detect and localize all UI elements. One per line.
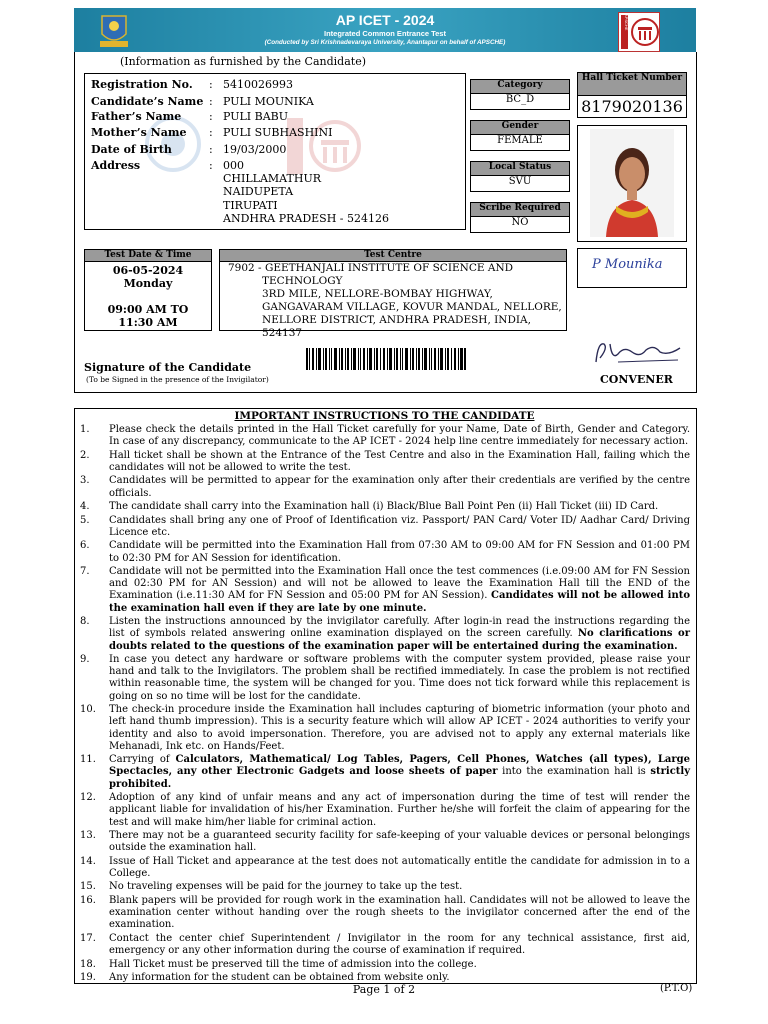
value-mother-name: PULI SUBHASHINI xyxy=(223,126,333,139)
hall-ticket-number: 8179020136 xyxy=(577,95,687,118)
address-line: ANDHRA PRADESH - 524126 xyxy=(223,211,390,225)
barcode xyxy=(306,348,466,370)
address-line: CHILLAMATHUR xyxy=(223,172,321,186)
test-centre-line: TECHNOLOGY xyxy=(262,275,343,287)
item-number: 1. xyxy=(80,424,90,435)
convener-label: CONVENER xyxy=(600,373,673,386)
list-item xyxy=(80,424,690,448)
item-text: In case you detect any hardware or software problems with the computer system provided, please raise your hand and talk to the Invigilators. The problem shall be rectified immediately. In case the problem is not rectified within reasonable time, the system will be changed for you. Time does not tick forward while this replacement is going on so no time will be lost for the candidate. xyxy=(109,654,690,702)
category-label: Category xyxy=(470,79,570,94)
page-number: Page 1 of 2 xyxy=(352,983,416,996)
item-text: Candidates will be permitted to appear for the examination only after their credentials are verified by the centre officials. xyxy=(109,475,690,499)
test-date-box xyxy=(84,261,212,331)
list-item xyxy=(80,515,690,539)
test-date-label: Test Date & Time xyxy=(84,249,212,262)
item-text-part: Candidate will not be permitted into the Examination Hall once the test commences (i.e.09:00 AM for FN Session and 02:30 PM for AN Session) and will not be allowed to leave the Examination Hall till the END of the Examination (i.e.11:30 AM for FN Session and 05:00 PM for AN Session). xyxy=(109,566,690,602)
list-item xyxy=(80,540,690,564)
list-item xyxy=(80,933,690,957)
label-mother-name: Mother’s Name xyxy=(91,126,187,139)
candidate-signature: P Mounika xyxy=(592,257,663,272)
apsche-logo xyxy=(618,12,660,52)
item-number: 13. xyxy=(80,830,96,842)
hall-ticket-label: Hall Ticket Number xyxy=(577,72,687,96)
list-item xyxy=(80,475,690,499)
colon: : xyxy=(209,143,213,156)
list-item xyxy=(80,881,690,893)
item-text-bold: No clarifications or doubts related to the questions of the examination paper will be entertained during the examination. xyxy=(109,628,690,652)
item-number: 6. xyxy=(80,540,90,552)
conducted-by: (Conducted by Sri Krishnadevaraya University, Anantapur on behalf of APSCHE) xyxy=(264,39,506,46)
item-number: 14. xyxy=(80,855,96,867)
item-text: The candidate shall carry into the Examination hall (i) Black/Blue Ball Point Pen (ii) Hall Ticket (iii) ID Card. xyxy=(109,501,659,513)
item-number: 5. xyxy=(80,514,90,526)
test-centre-line: NELLORE DISTRICT, ANDHRA PRADESH, INDIA, 524137 xyxy=(262,314,531,339)
address-line: TIRUPATI xyxy=(223,198,278,212)
list-item xyxy=(80,959,690,971)
item-text: Candidate will be permitted into the Examination Hall from 07:30 AM to 09:00 AM for FN Session and 01:00 PM to 02:30 PM for AN Session for identification. xyxy=(109,540,690,564)
item-number: 17. xyxy=(80,932,96,944)
item-text: Hall ticket shall be shown at the Entrance of the Test Centre and also in the Examination Hall, failing which the candidates will not be allowed to write the test. xyxy=(109,449,690,473)
label-candidate-name: Candidate’s Name xyxy=(91,95,204,108)
colon: : xyxy=(209,110,213,123)
scribe-value: NO xyxy=(470,216,570,233)
exam-subtitle: Integrated Common Entrance Test xyxy=(324,29,446,38)
value-candidate-name: PULI MOUNIKA xyxy=(223,95,314,108)
gender-label: Gender xyxy=(470,120,570,135)
gender-value: FEMALE xyxy=(470,134,570,151)
local-status-label: Local Status xyxy=(470,161,570,176)
item-text xyxy=(109,566,690,615)
list-item xyxy=(80,856,690,880)
label-father-name: Father’s Name xyxy=(91,110,182,123)
item-text-bold: Candidates will not be allowed into the examination hall even if they are late by one minute. xyxy=(109,590,691,614)
value-registration-no: 5410026993 xyxy=(223,78,293,91)
info-note: (Information as furnished by the Candidate) xyxy=(120,55,367,68)
exam-title: AP ICET - 2024 xyxy=(335,12,435,28)
candidate-signature-label: Signature of the Candidate xyxy=(84,361,252,374)
candidate-signature-note: (To be Signed in the presence of the Invigilator) xyxy=(86,375,269,384)
item-text-bold: Calculators, Mathematical/ Log Tables, Pagers, Cell Phones, Watches (all types), Large Spectacles, any other Electronic Gadgets and loose sheets of paper xyxy=(109,754,690,778)
test-centre-line: GANGAVARAM VILLAGE, KOVUR MANDAL, NELLORE, xyxy=(262,301,562,313)
scribe-label: Scribe Required xyxy=(470,202,570,217)
colon: : xyxy=(209,95,213,108)
item-text: Please check the details printed in the Hall Ticket carefully for your Name, Date of Birth, Gender and Category. In case of any discrepancy, communicate to the AP ICET - 2024 help line centre immediately for necessary action. xyxy=(109,424,690,448)
list-item xyxy=(80,704,690,753)
test-day: Monday xyxy=(123,277,173,290)
list-item xyxy=(80,654,690,703)
item-text-part: Carrying of xyxy=(109,754,170,766)
item-number: 2. xyxy=(80,449,90,461)
item-text: The check-in procedure inside the Examination hall includes capturing of biometric information (your photo and left hand thumb impression). This is a security feature which will allow AP ICET - 2024 authorities to verify your identity and also to avoid impersonation. Therefore, you are advised not to apply any external materials like Mehanadi, Ink etc. on Hands/Feet. xyxy=(109,704,690,752)
pto-label: (P.T.O) xyxy=(660,983,693,994)
colon: : xyxy=(209,159,213,172)
list-item xyxy=(80,501,690,513)
item-number: 11. xyxy=(80,754,96,766)
item-text: Any information for the student can be obtained from website only. xyxy=(109,972,450,984)
test-date: 06-05-2024 xyxy=(112,264,184,277)
colon: : xyxy=(209,78,213,91)
item-number: 19. xyxy=(80,972,96,984)
candidate-details-box xyxy=(84,73,466,230)
item-text: Issue of Hall Ticket and appearance at the test does not automatically entitle the candidate for admission in to a College. xyxy=(109,855,690,879)
list-item xyxy=(80,566,690,615)
item-number: 9. xyxy=(80,654,90,666)
colon: : xyxy=(209,126,213,139)
category-value: BC_D xyxy=(470,93,570,110)
item-number: 18. xyxy=(80,958,96,970)
item-text: Adoption of any kind of unfair means and any act of impersonation during the time of test will render the applicant liable for invalidation of his/her Examination. Further he/she will forfeit the claim of appearing for the test and will make him/her liable for criminal action. xyxy=(109,792,690,828)
item-number: 3. xyxy=(80,475,90,487)
test-centre-line: 3RD MILE, NELLORE-BOMBAY HIGHWAY, xyxy=(262,288,493,300)
candidate-photo xyxy=(577,125,687,242)
candidate-signature-box xyxy=(577,248,687,288)
label-date-of-birth: Date of Birth xyxy=(91,143,172,156)
local-status-value: SVU xyxy=(470,175,570,192)
item-number: 7. xyxy=(80,566,90,578)
item-number: 16. xyxy=(80,894,96,906)
test-centre-label: Test Centre xyxy=(219,249,567,262)
instructions-list xyxy=(80,424,690,986)
list-item xyxy=(80,616,690,653)
item-text-part: into the examination hall is xyxy=(502,766,646,778)
header-banner xyxy=(74,8,696,52)
label-address: Address xyxy=(91,159,141,172)
item-text: Hall Ticket must be preserved till the time of admission into the college. xyxy=(109,958,477,970)
list-item xyxy=(80,754,690,791)
test-centre-box xyxy=(219,261,567,339)
label-registration-no: Registration No. xyxy=(91,78,193,91)
item-number: 4. xyxy=(80,501,90,513)
test-time: 09:00 AM TO 11:30 AM xyxy=(107,303,189,329)
item-number: 8. xyxy=(80,616,90,628)
item-text: Contact the center chief Superintendent / Invigilator in the room for any technical assistance, first aid, emergency or any other information during the course of examination if required. xyxy=(109,932,690,957)
item-number: 15. xyxy=(80,881,96,893)
list-item xyxy=(80,792,690,829)
item-text xyxy=(109,754,690,791)
list-item xyxy=(80,450,690,474)
apsche-logo-text: APSCHE xyxy=(624,14,629,31)
list-item xyxy=(80,895,690,932)
value-address xyxy=(223,159,389,225)
item-number: 10. xyxy=(80,704,96,716)
convener-signature xyxy=(588,336,686,372)
item-text xyxy=(109,616,690,653)
address-line: NAIDUPETA xyxy=(223,185,294,199)
university-logo xyxy=(96,12,132,50)
item-text: Candidates shall bring any one of Proof of Identification viz. Passport/ PAN Card/ Voter ID/ Aadhar Card/ Driving Licence etc. xyxy=(109,514,690,538)
address-line: 000 xyxy=(223,159,244,172)
instructions-title: IMPORTANT INSTRUCTIONS TO THE CANDIDATE xyxy=(234,410,535,422)
item-text: Blank papers will be provided for rough work in the examination hall. Candidates will not be allowed to leave the examination center without handing over the rough sheets to the invigilator concerned after the end of the examination. xyxy=(109,894,690,931)
item-text-bold: strictly prohibited. xyxy=(109,766,691,790)
item-text-part: Listen the instructions announced by the invigilator carefully. After login-in read the instructions regarding the list of symbols related answering online examination displayed on the screen carefully. xyxy=(109,616,690,640)
item-number: 12. xyxy=(80,792,96,804)
test-centre-line: 7902 - GEETHANJALI INSTITUTE OF SCIENCE AND xyxy=(228,262,514,274)
item-text: There may not be a guaranteed security facility for safe-keeping of your valuable devices or personal belongings outside the examination hall. xyxy=(109,830,690,854)
item-text: No traveling expenses will be paid for the journey to take up the test. xyxy=(109,881,463,893)
value-date-of-birth: 19/03/2000 xyxy=(223,143,287,156)
list-item xyxy=(80,830,690,854)
value-father-name: PULI BABU xyxy=(223,110,289,123)
